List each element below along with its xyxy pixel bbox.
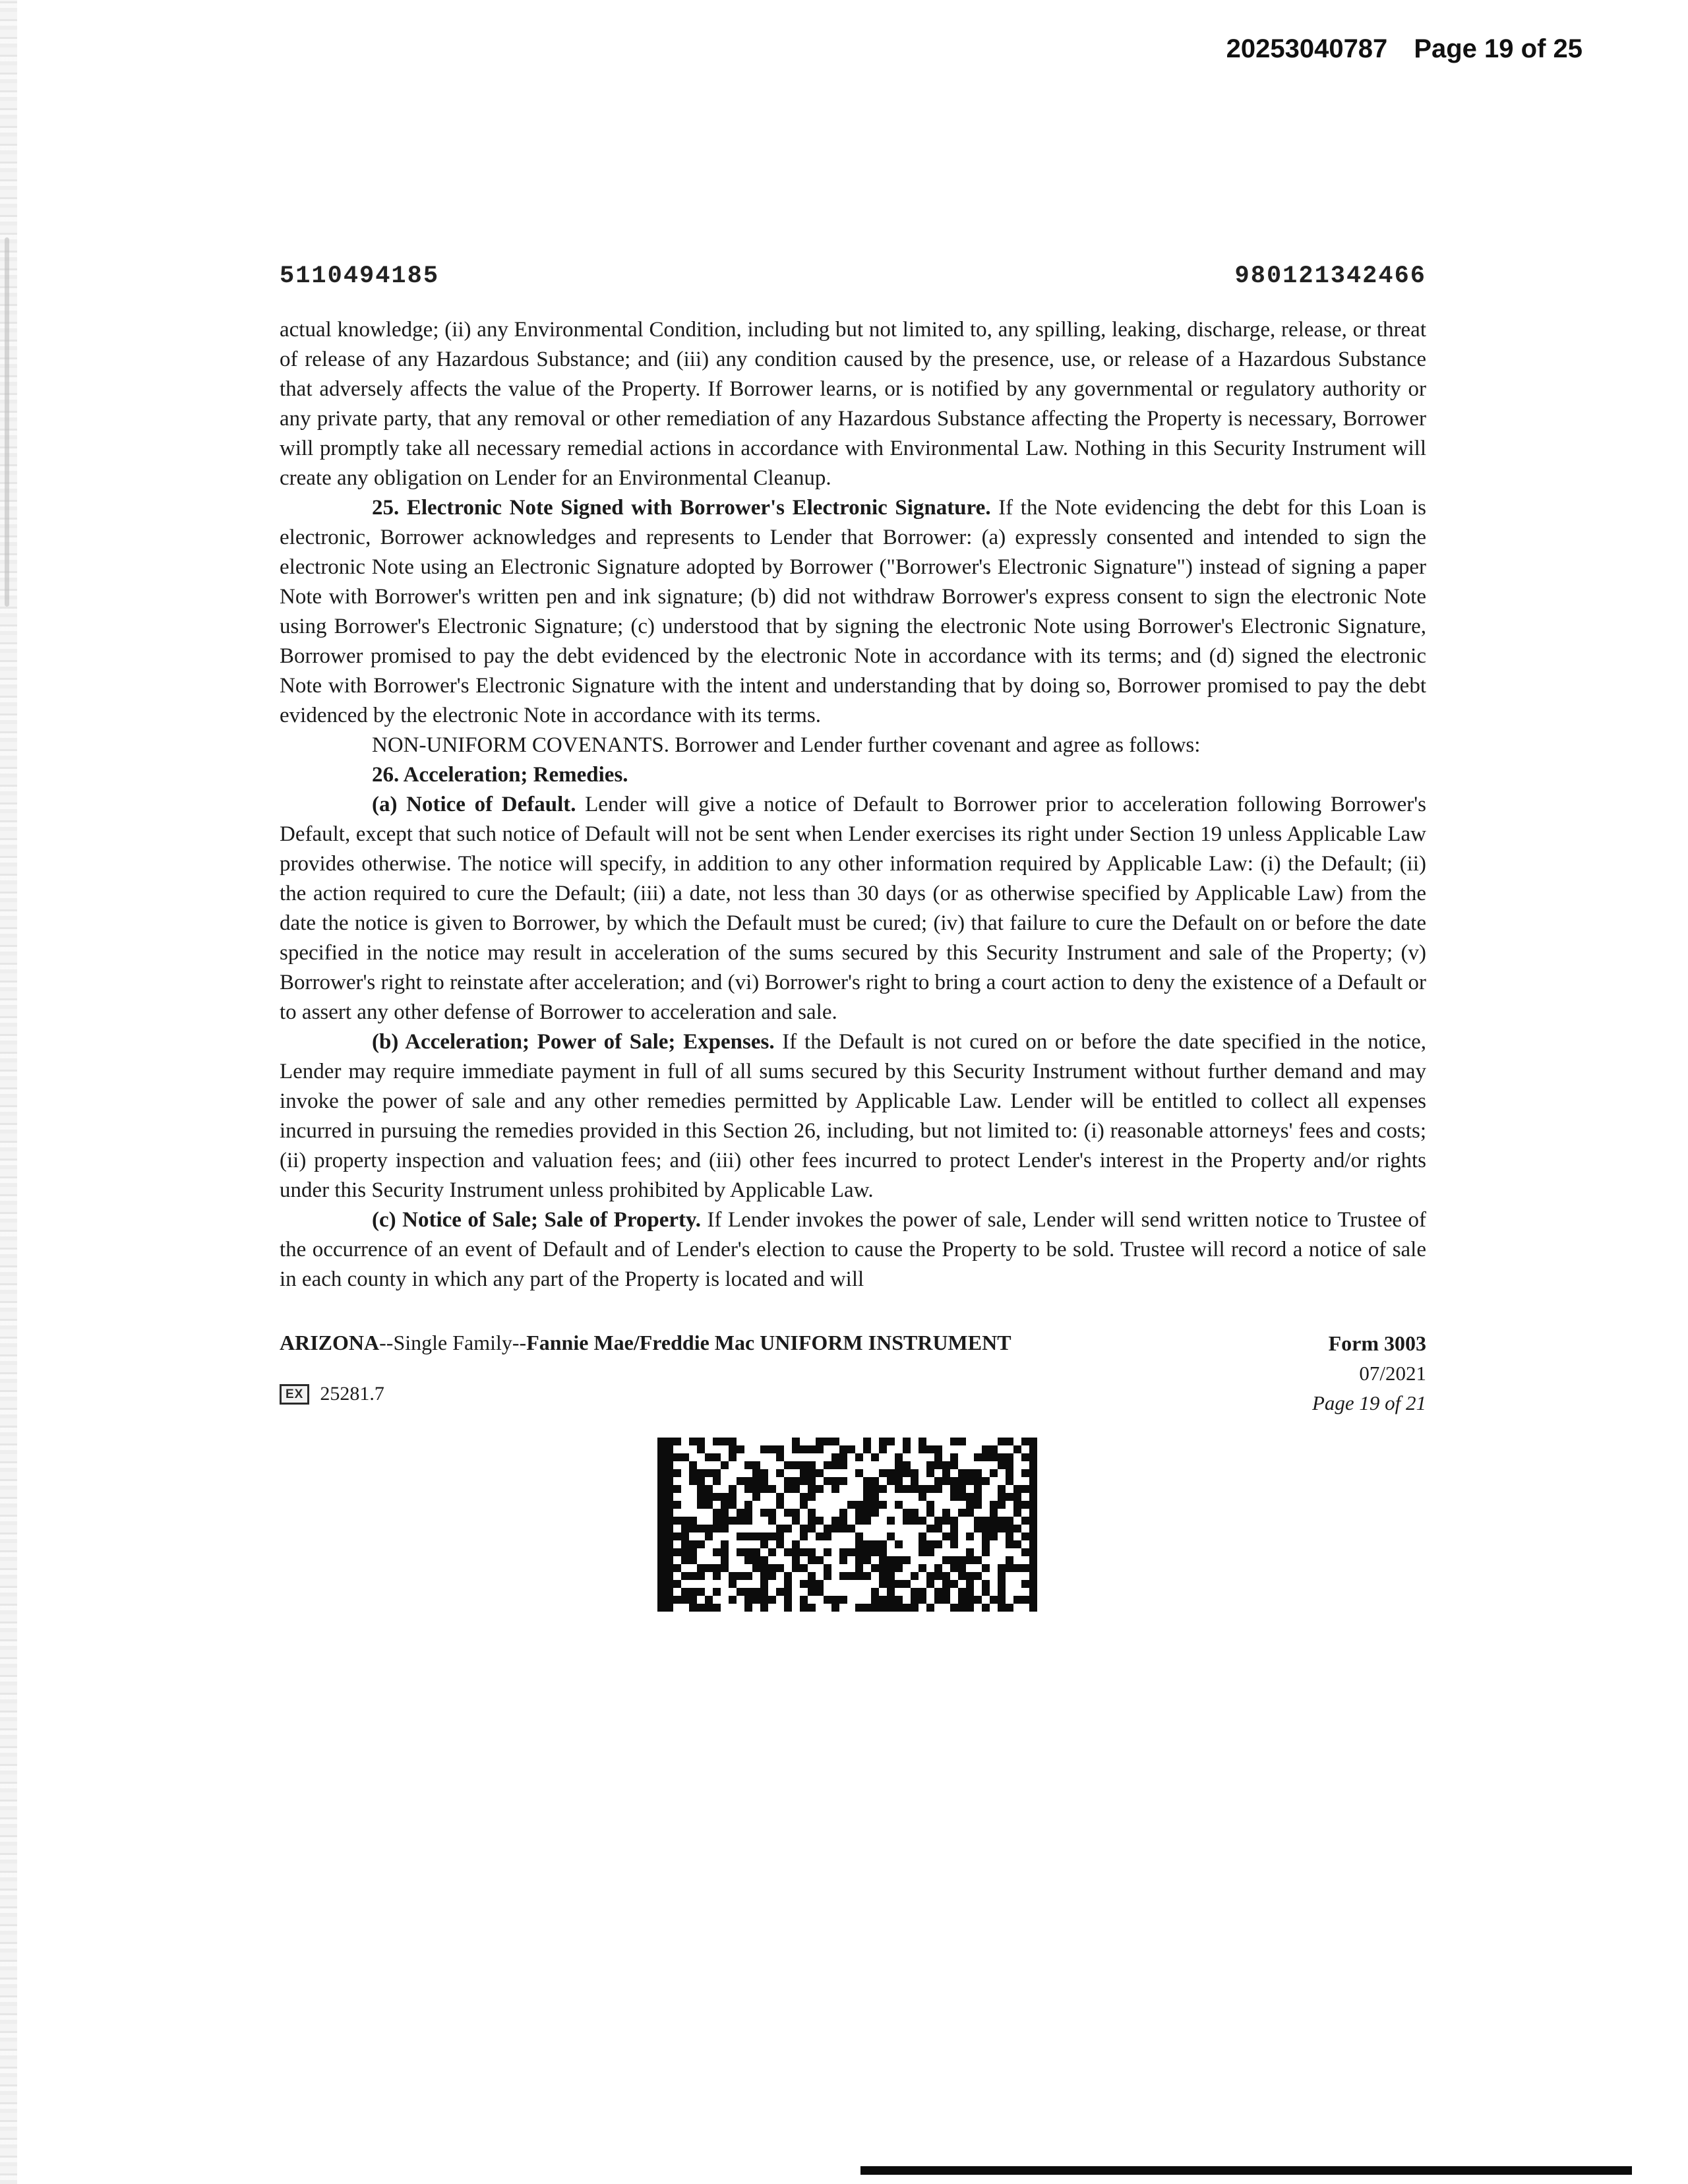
footer-form-number: Form 3003 (1328, 1331, 1426, 1355)
paragraph-26b-heading: (b) Acceleration; Power of Sale; Expenses. (372, 1030, 775, 1054)
footer-form-date: 07/2021 (1359, 1362, 1426, 1385)
footer-form-line (280, 1329, 1011, 1356)
recording-stamp (1226, 34, 1582, 64)
barcode-image (657, 1438, 1040, 1614)
footer-page-number: Page 19 of 21 (1311, 1391, 1426, 1414)
header-right-number: 980121342466 (1234, 262, 1426, 290)
section-26-heading-text: 26. Acceleration; Remedies. (372, 763, 628, 787)
paragraph-25-heading: 25. Electronic Note Signed with Borrower's Electronic Signature. (372, 496, 991, 520)
document-header-numbers (280, 262, 1426, 290)
paragraph-26b (280, 1027, 1426, 1205)
paragraph-continuation: actual knowledge; (ii) any Environmental Condition, including but not limited to, any spilling, leaking, discharge, release, or threat of release of any Hazardous Substance; and (iii) any condition caused by the presence, use, or release of a Hazardous Substance that adversely affects the value of the Property. If Borrower learns, or is notified by any governmental or regulatory authority or any private party, that any removal or other remediation of any Hazardous Substance affecting the Property is necessary, Borrower will promptly take all necessary remedial actions in accordance with Environmental Law. Nothing in this Security Instrument will create any obligation on Lender for an Environmental Cleanup. (280, 318, 1426, 490)
footer-doc-code: 25281.7 (320, 1383, 384, 1405)
footer-left (280, 1329, 1011, 1405)
paragraph-25-text: If the Note evidencing the debt for this Loan is electronic, Borrower acknowledges and represents to Lender that Borrower: (a) expressly consented and intended to sign the electronic Note using an Electronic Signature adopted by Borrower ("Borrower's Electronic Signature") instead of signing a paper Note with Borrower's written pen and ink signature; (b) did not withdraw Borrower's express consent to sign the electronic Note using Borrower's Electronic Signature; (c) understood that by signing the electronic Note using Borrower's Electronic Signature, Borrower promised to pay the debt evidenced by the electronic Note in accordance with its terms; and (d) signed the electronic Note with Borrower's Electronic Signature with the intent and understanding that by doing so, Borrower promised to pay the debt evidenced by the electronic Note in accordance with its terms. (280, 496, 1426, 727)
section-26-heading (280, 760, 1426, 790)
document-vendor-logo-icon: EX (280, 1384, 309, 1405)
paragraph-26a (280, 790, 1426, 1027)
recording-stamp-number: 20253040787 (1226, 34, 1388, 63)
footer-family: --Single Family-- (379, 1331, 527, 1354)
paragraph-26b-text: If the Default is not cured on or before the date specified in the notice, Lender may require immediate payment in full of all sums secured by this Security Instrument without further demand and may invoke the power of sale and any other remedies permitted by Applicable Law. Lender will be entitled to collect all expenses incurred in pursuing the remedies provided in this Section 26, including, but not limited to: (i) reasonable attorneys' fees and costs; (ii) property inspection and valuation fees; and (iii) other fees incurred to protect Lender's interest in the Property and/or rights under this Security Instrument unless prohibited by Applicable Law. (280, 1030, 1426, 1202)
non-uniform-covenants-line: NON-UNIFORM COVENANTS. Borrower and Lender further covenant and agree as follows: (372, 733, 1201, 757)
paragraph-25 (280, 493, 1426, 731)
recording-stamp-page: Page 19 of 25 (1414, 34, 1582, 63)
paragraph-26a-heading: (a) Notice of Default. (372, 793, 576, 816)
scanner-edge-artifact-dark (5, 237, 9, 607)
paragraph-26c-heading: (c) Notice of Sale; Sale of Property. (372, 1208, 701, 1232)
paragraph-26c (280, 1205, 1426, 1294)
paragraph-26a-text: Lender will give a notice of Default to Borrower prior to acceleration following Borrower's Default, except that such notice of Default will not be sent when Lender exercises its right under Section 19 unless Applicable Law provides otherwise. The notice will specify, in addition to any other information required by Applicable Law: (i) the Default; (ii) the action required to cure the Default; (iii) a date, not less than 30 days (or as otherwise specified by Applicable Law) from the date the notice is given to Borrower, by which the Default must be cured; (iv) that failure to cure the Default on or before the date specified in the notice may result in acceleration of the sums secured by this Security Instrument and sale of the Property; (v) Borrower's right to reinstate after acceleration; and (vi) Borrower's right to bring a court action to deny the existence of a Default or to assert any other defense of Borrower to acceleration and sale. (280, 793, 1427, 1024)
header-left-number: 5110494185 (280, 262, 440, 290)
document-body (280, 315, 1426, 1294)
footer-state: ARIZONA (280, 1331, 380, 1354)
footer-code-line (280, 1383, 1011, 1405)
document-footer (280, 1329, 1426, 1418)
bottom-scan-bar-artifact (860, 2166, 1632, 2175)
footer-right (1312, 1329, 1426, 1418)
footer-instrument: Fannie Mae/Freddie Mac UNIFORM INSTRUMENT (526, 1331, 1011, 1354)
paragraph-26c-text: If Lender invokes the power of sale, Lender will send written notice to Trustee of the occurrence of an event of Default and of Lender's election to cause the Property to be sold. Trustee will record a notice of sale in each county in which any part of the Property is located and will (280, 1208, 1426, 1291)
